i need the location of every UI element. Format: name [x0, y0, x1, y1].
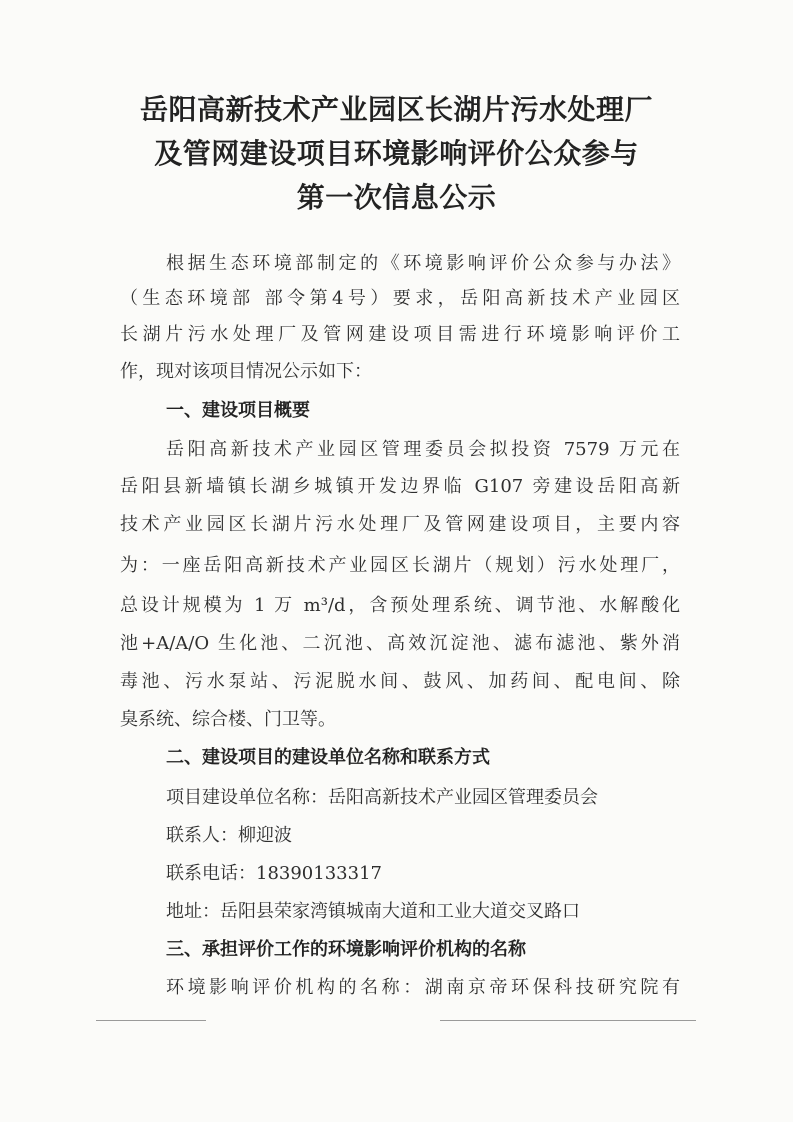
intro-line-3: 长湖片污水处理厂及管网建设项目需进行环境影响评价工: [120, 324, 680, 345]
section-3-heading: 三、承担评价工作的环境影响评价机构的名称: [166, 939, 526, 960]
section-2-address: 地址：岳阳县荣家湾镇城南大道和工业大道交叉路口: [166, 901, 580, 922]
section-1-line-6: 池+A/A/O 生化池、二沉池、高效沉淀池、滤布滤池、紫外消: [120, 633, 680, 654]
intro-line-4: 作，现对该项目情况公示如下：: [120, 361, 372, 382]
footer-rule-left: [96, 1020, 206, 1021]
intro-line-2: （生态环境部 部令第4号）要求，岳阳高新技术产业园区: [120, 288, 680, 309]
section-1-line-7: 毒池、污水泵站、污泥脱水间、鼓风、加药间、配电间、除: [120, 671, 680, 692]
section-2-unit: 项目建设单位名称：岳阳高新技术产业园区管理委员会: [166, 787, 598, 808]
section-1-line-4: 为：一座岳阳高新技术产业园区长湖片（规划）污水处理厂，: [120, 555, 680, 576]
section-1-heading: 一、建设项目概要: [166, 400, 310, 421]
section-2-phone: 联系电话：18390133317: [166, 863, 382, 884]
section-2-heading: 二、建设项目的建设单位名称和联系方式: [166, 747, 490, 768]
section-3-agency: 环境影响评价机构的名称：湖南京帝环保科技研究院有: [166, 977, 680, 998]
section-1-line-1: 岳阳高新技术产业园区管理委员会拟投资 7579 万元在: [166, 439, 680, 460]
intro-line-1: 根据生态环境部制定的《环境影响评价公众参与办法》: [166, 253, 680, 274]
title-line-2: 及管网建设项目环境影响评价公众参与: [154, 137, 639, 170]
title-line-1: 岳阳高新技术产业园区长湖片污水处理厂: [139, 93, 653, 126]
section-1-line-2: 岳阳县新墙镇长湖乡城镇开发边界临 G107 旁建设岳阳高新: [120, 476, 680, 497]
title-line-3: 第一次信息公示: [296, 181, 497, 214]
section-1-line-8: 臭系统、综合楼、门卫等。: [120, 709, 336, 730]
section-1-line-3: 技术产业园区长湖片污水处理厂及管网建设项目，主要内容: [120, 514, 680, 535]
section-1-line-5: 总设计规模为 1 万 m³/d，含预处理系统、调节池、水解酸化: [120, 595, 680, 616]
section-2-contact: 联系人：柳迎波: [166, 825, 292, 846]
footer-rule-right: [440, 1020, 696, 1021]
